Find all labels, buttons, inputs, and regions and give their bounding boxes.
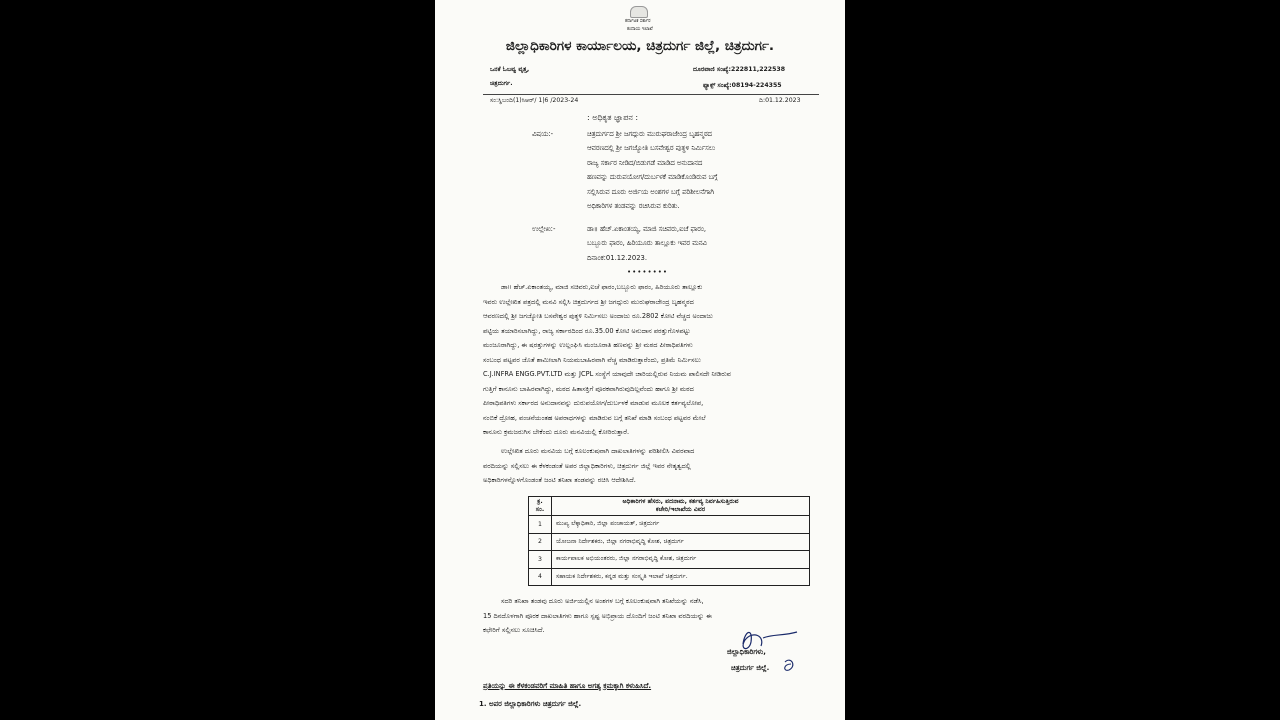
table-header-desc-line-1: ಅಧಿಕಾರಿಗಳ ಹೆಸರು, ಪದನಾಮ, ಕರ್ತವ್ಯ ನಿರ್ವಹಿಸುತ್ತಿರುವ bbox=[622, 498, 739, 505]
table-cell-num: 4 bbox=[529, 568, 552, 586]
address-line-1: ಒನಕೆ ಓಬವ್ವ ವೃತ್ತ, bbox=[490, 66, 530, 73]
subject-line: ಅಧಿಕಾರಿಗಳ ತಂಡವನ್ನು ರಚಿಸಿರುವ ಕುರಿತು. bbox=[587, 202, 680, 211]
body-line: 15 ದಿನದೊಳಗಾಗಿ ಪೂರಕ ದಾಖಲಾತಿಗಳು ಹಾಗೂ ಸ್ಪಷ್ಟ ಅಭಿಪ್ರಾಯ ದೊಂದಿಗೆ ಜಂಟಿ ತನಿಖಾ ವರದಿಯನ್ನು ಈ bbox=[483, 611, 712, 620]
government-emblem-icon bbox=[630, 6, 648, 18]
body-line: ಇವರು ಉಲ್ಲೇಖಿತ ಪತ್ರದಲ್ಲಿ ಮನವಿ ಸಲ್ಲಿಸಿ ಚಿತ್ರದುರ್ಗದ ಶ್ರೀ ಜಗದ್ಗುರು ಮುರುಘರಾಜೇಂದ್ರ ಬೃಹನ್ಮಠದ bbox=[483, 297, 694, 306]
table-cell-desc: ಯೋಜನಾ ನಿರ್ದೇಶಕರು, ಜಿಲ್ಲಾ ನಗರಾಭಿವೃದ್ಧಿ ಕೋಶ, ಚಿತ್ರದುರ್ಗ bbox=[552, 533, 810, 551]
signature-title: ಜಿಲ್ಲಾಧಿಕಾರಿಗಳು, bbox=[727, 648, 766, 656]
body-line: ಕಾನೂನು ಕ್ರಮಜರುಗಿಸ ಬೇಕೆಂದು ದೂರು ಮನವಿಯಲ್ಲಿ ಕೋರಿರುತ್ತಾರೆ. bbox=[483, 428, 630, 436]
body-line: ವರದಿಯನ್ನು ಸಲ್ಲಿಸಲು ಈ ಕೆಳಕಂಡಂತೆ ಅಪರ ಜಿಲ್ಲಾಧಿಕಾರಿಗಳು, ಚಿತ್ರದುರ್ಗ ಜಿಲ್ಲೆ ಇವರ ನೇತೃತ್ವದಲ್ಲಿ bbox=[483, 461, 691, 470]
body-paragraph-1 bbox=[483, 280, 817, 440]
reference-label: ಉಲ್ಲೇಖ:- bbox=[532, 225, 556, 233]
table-header-desc bbox=[552, 497, 810, 516]
document-page bbox=[435, 0, 845, 720]
body-line: ಆವರಣದಲ್ಲಿ ಶ್ರೀ ಜಗಜ್ಯೋತಿ ಬಸವೇಶ್ವರ ಪುತ್ಥಳಿ ನಿರ್ಮಿಸಲು ಅಂದಾಜು ರೂ.2802 ಕೋಟಿ ವೆಚ್ಚದ ಅಂದಾಜು bbox=[483, 312, 713, 320]
subject-line: ಆವರಣದಲ್ಲಿ ಶ್ರೀ ಜಗಜ್ಯೋತಿ ಬಸವೇಶ್ವರ ಪುತ್ಥಳಿ ನಿರ್ಮಿಸಲು bbox=[587, 144, 716, 153]
memo-heading: : ಅಧಿಕೃತ ಜ್ಞಾಪನ : bbox=[587, 113, 639, 122]
subject-line: ಸಲ್ಲಿಸಿರುವ ದೂರು ಅರ್ಜಿಯ ಅಂಶಗಳ ಬಗ್ಗೆ ಪರಿಶೀಲನೆಗಾಗಿ bbox=[587, 187, 715, 196]
subject-line: ಹಣವನ್ನು ದುರುಪಯೋಗ/ದುರ್ಬಳಕೆ ಮಾಡಿಕೊಂಡಿರುವ ಬಗ್ಗೆ bbox=[587, 173, 718, 182]
header-divider bbox=[483, 94, 819, 95]
body-line: ನಂಬಿಕೆ ದ್ರೋಹ, ವಂಚನೆಯಂತಹ ಅಪರಾಧಗಳನ್ನು ಮಾಡಿರುವ ಬಗ್ಗೆ ತನಿಖೆ ಮಾಡಿ ಸಂಬಂಧ ಪಟ್ಟವರ ಮೇಲೆ bbox=[483, 413, 706, 422]
reference-line: ಬಬ್ಬೂರು ಫಾರಂ, ಹಿರಿಯೂರು ತಾಲ್ಲೂಕು ಇವರ ಮನವಿ bbox=[587, 239, 707, 248]
body-line: ಉಲ್ಲೇಖಿತ ದೂರು ಮನವಿಯ ಬಗ್ಗೆ ಕೂಲಂಕುಷವಾಗಿ ದಾಖಲಾತಿಗಳನ್ನು ಪರಿಶೀಲಿಸಿ ವಿವರವಾದ bbox=[501, 447, 695, 455]
table-header-num: ಕ್ರ. ಸಂ. bbox=[529, 497, 552, 516]
table-row bbox=[529, 568, 810, 586]
table-cell-desc: ಮುಖ್ಯ ಲೆಕ್ಕಾಧಿಕಾರಿ, ಜಿಲ್ಲಾ ಪಂಚಾಯತ್, ಚಿತ್ರದುರ್ಗ bbox=[552, 516, 810, 534]
subject-line: ಚಿತ್ರದುರ್ಗದ ಶ್ರೀ ಜಗದ್ಗುರು ಮುರುಘರಾಜೇಂದ್ರ ಬೃಹನ್ಮಠದ bbox=[587, 130, 712, 138]
table-row bbox=[529, 516, 810, 534]
copy-item: 1. ಅಪರ ಜಿಲ್ಲಾಧಿಕಾರಿಗಳು ಚಿತ್ರದುರ್ಗ ಜಿಲ್ಲೆ. bbox=[479, 700, 582, 708]
reference-text bbox=[587, 222, 707, 265]
fax-number: ಫ್ಯಾಕ್ಸ್ ಸಂಖ್ಯೆ:08194-224355 bbox=[703, 82, 782, 89]
body-line: ಅಧಿಕಾರಿಗಳನ್ನೊಳಗೊಂಡಂತೆ ಜಂಟಿ ತನಿಖಾ ತಂಡವನ್ನು ರಚಿಸಿ ಆದೇಶಿಸಿದೆ. bbox=[483, 476, 636, 484]
table-header-row bbox=[529, 497, 810, 516]
subject-text bbox=[587, 127, 717, 213]
reference-line: ಡಾ॥ ಹೆಚ್.ಏಕಾಂತಯ್ಯ, ಮಾಜಿ ಸಚಿವರು,ಐಚೆ ಫಾರಂ, bbox=[587, 225, 707, 233]
document-date: ದಿ:01.12.2023 bbox=[759, 97, 801, 104]
body-paragraph-2 bbox=[483, 444, 817, 488]
table-cell-num: 2 bbox=[529, 533, 552, 551]
separator-dots: •••••••• bbox=[627, 268, 669, 276]
address-line-2: ಚಿತ್ರದುರ್ಗ. bbox=[490, 80, 513, 87]
signature-place: ಚಿತ್ರದುರ್ಗ ಜಿಲ್ಲೆ. bbox=[731, 664, 770, 672]
body-line: ಗುತ್ತಿಗೆ ಕಾನೂನು ಬಾಹಿರವಾಗಿದ್ದು, ಮಠದ ಹಿತಾಸಕ್ತಿಗೆ ಪೂರಕವಾಗಿರುವುದಿಲ್ಲವೆಂದು ಹಾಗೂ ಶ್ರೀ ಮಠದ bbox=[483, 384, 694, 393]
table-cell-desc: ಕಾರ್ಯಪಾಲಕ ಅಭಿಯಂತರರು, ಜಿಲ್ಲಾ ನಗರಾಭಿವೃದ್ಧಿ ಕೋಶ, ಚಿತ್ರದುರ್ಗ bbox=[552, 551, 810, 569]
phone-number: ದೂರವಾಣಿ ಸಂಖ್ಯೆ:222811,222538 bbox=[693, 66, 786, 73]
subject-line: ರಾಜ್ಯ ಸರ್ಕಾರ ನೀಡಿದ/ಬಿಡುಗಡೆ ಮಾಡಿದ ಅನುದಾನದ bbox=[587, 158, 703, 167]
body-line: ಸಂಬಂಧ ಪಟ್ಟವರ ಜೊತೆ ಶಾಮೀಲಾಗಿ ನಿಯಮಬಾಹಿರವಾಗಿ ವೆಚ್ಚ ಮಾಡಿರುತ್ತಾರೆಂದು, ಪ್ರತಿಮೆ ನಿರ್ಮಿಸಲು bbox=[483, 355, 701, 364]
reference-line: ದಿನಾಂಕ:01.12.2023. bbox=[587, 253, 648, 262]
body-line: C.J.INFRA ENGG.PVT.LTD ಮತ್ತು JCPL ಸಂಸ್ಥೆಗೆ ಯಾವುದೇ ಜಾರಿಯಲ್ಲಿರುವ ನಿಯಮ ಪಾಲಿಸದೇ ನೀಡಿರುವ bbox=[483, 370, 732, 378]
copy-heading: ಪ್ರತಿಯನ್ನು ಈ ಕೆಳಕಂಡವರಿಗೆ ಮಾಹಿತಿ ಹಾಗೂ ಅಗತ್ಯ ಕ್ರಮಕ್ಕಾಗಿ ಕಳುಹಿಸಿದೆ. bbox=[483, 682, 652, 690]
table-row bbox=[529, 533, 810, 551]
body-line: ಕಛೇರಿಗೆ ಸಲ್ಲಿಸಲು ಸೂಚಿಸಿದೆ. bbox=[483, 626, 545, 634]
office-title: ಜಿಲ್ಲಾಧಿಕಾರಿಗಳ ಕಾರ್ಯಾಲಯ, ಚಿತ್ರದುರ್ಗ ಜಿಲ್ಲೆ, ಚಿತ್ರದುರ್ಗ. bbox=[505, 38, 775, 54]
table-header-desc-line-2: ಕಚೇರಿ/ಇಲಾಖೆಯ ವಿವರ bbox=[655, 506, 706, 513]
table-cell-desc: ಸಹಾಯಕ ನಿರ್ದೇಶಕರು, ಕನ್ನಡ ಮತ್ತು ಸಂಸ್ಕೃತಿ ಇಲಾಖೆ ಚಿತ್ರದುರ್ಗ. bbox=[552, 568, 810, 586]
table-row bbox=[529, 551, 810, 569]
subject-label: ವಿಷಯ:- bbox=[532, 130, 554, 138]
table-cell-num: 3 bbox=[529, 551, 552, 569]
body-line: ಸದರಿ ತನಿಖಾ ತಂಡವು ದೂರು ಅರ್ಜಿಯಲ್ಲಿನ ಅಂಶಗಳ ಬಗ್ಗೆ ಕೂಲಂಕುಷವಾಗಿ ತನಿಖೆಯನ್ನು ನಡೆಸಿ, bbox=[501, 597, 704, 605]
header-small-line-2: ಕಂದಾಯ ಇಲಾಖೆ bbox=[627, 27, 653, 32]
table-cell-num: 1 bbox=[529, 516, 552, 534]
body-line: ಪಟ್ಟಿಯ ತಯಾರಿಸಲಾಗಿದ್ದು, ರಾಜ್ಯ ಸರ್ಕಾರದಿಂದ ರೂ.35.00 ಕೋಟಿ ಅನುದಾನ ಪರತ್ತುಗೊಳಪಟ್ಟು bbox=[483, 326, 691, 335]
body-line: ಮಂಜೂರಾಗಿದ್ದು, ಈ ಷರತ್ತುಗಳನ್ನು ಉಲ್ಲಂಘಿಸಿ ಮಂಜೂರಾತಿ ಹಣವನ್ನು ಶ್ರೀ ಮಠದ ಪೀಠಾಧಿಪತಿಗಳು bbox=[483, 341, 693, 349]
reference-number: ಸಂ:ಸ್ಥಿಬಂದಿ(1)ಸಿಆರ್/ 1|6 /2023-24 bbox=[490, 97, 579, 104]
body-line: ಪೀಠಾಧಿಪತಿಗಳು ಸರ್ಕಾರದ ಅನುದಾನವನ್ನು ದುರುಪಯೋಗ/ದುರ್ಬಳಕೆ ಮಾಡುವ ಮೂಲಕ ಕರ್ತವ್ಯಲೋಪ, bbox=[483, 399, 704, 407]
header-small-line-1: ಕರ್ನಾಟಕ ಸರ್ಕಾರ bbox=[625, 19, 651, 24]
officers-table bbox=[528, 496, 810, 586]
body-line: ಡಾ॥ ಹೆಚ್.ಏಕಾಂತಯ್ಯ, ಮಾಜಿ ಸಚಿವರು,ಐಚೆ ಫಾರಂ,ಬಬ್ಬೂರು ಫಾರಂ, ಹಿರಿಯೂರು ತಾಲ್ಲೂಕು bbox=[501, 283, 703, 291]
